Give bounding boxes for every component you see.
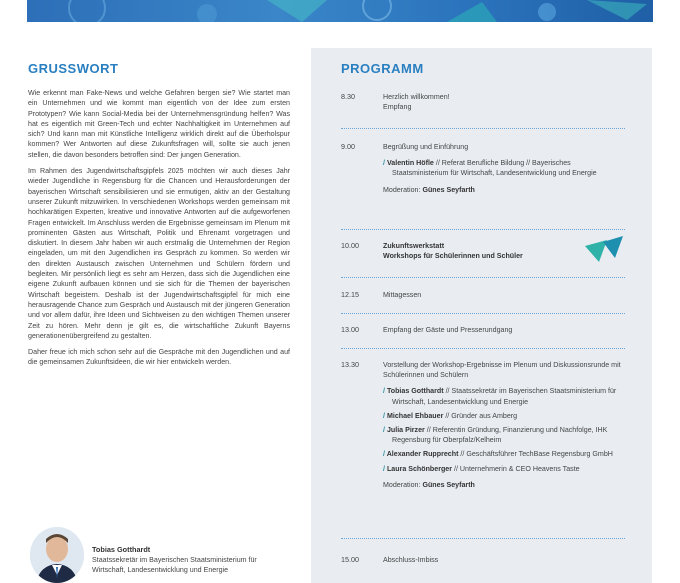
speaker-entry xyxy=(383,464,625,474)
program-row-1000 xyxy=(341,241,625,278)
program-title: Vorstellung der Workshop-Ergebnisse im Plenum und Diskussionsrunde mit Schülerinnen und Schülern xyxy=(383,361,621,380)
speaker-entry xyxy=(383,411,625,421)
speaker-role: // Geschäftsführer TechBase Regensburg GmbH xyxy=(460,450,613,459)
author-role: Staatssekretär im Bayerischen Staatsministerium für Wirtschaft, Landesentwicklung und Energie xyxy=(92,556,257,574)
speaker-role: // Gründer aus Amberg xyxy=(445,411,518,420)
program-content xyxy=(383,325,625,335)
program-row-0900 xyxy=(341,142,625,230)
program-line: Mittagessen xyxy=(383,291,422,299)
program-time: 9.00 xyxy=(341,142,355,151)
author-name: Tobias Gotthardt xyxy=(92,545,151,554)
header-banner xyxy=(27,0,653,22)
grusswort-paragraph-3: Daher freue ich mich schon sehr auf die Gespräche mit den Jugendlichen und auf die gemeinsamen Zukunftsideen, die wir hier entwickeln werden. xyxy=(28,348,290,367)
slash-marker: / xyxy=(383,159,387,168)
arrow-decoration-icon xyxy=(585,236,625,268)
speaker-entry xyxy=(383,386,625,406)
program-row-1300 xyxy=(341,325,625,349)
slash-marker: / xyxy=(383,411,387,420)
speaker-role: // Referentin Gründung, Finanzierung und Nachfolge, IHK Regensburg für Oberpfalz/Kelheim xyxy=(392,426,608,445)
speaker-entry xyxy=(383,449,625,459)
program-content xyxy=(383,360,625,490)
programm-heading: PROGRAMM xyxy=(341,61,424,76)
slash-marker: / xyxy=(383,387,387,396)
program-content xyxy=(383,290,625,300)
speaker-role: // Referat Berufliche Bildung // Bayerisches Staatsministerium für Wirtschaft, Landesentwicklung und Energie xyxy=(392,159,597,178)
programm-panel xyxy=(311,48,652,583)
program-row-1215 xyxy=(341,290,625,314)
speaker-role: // Unternehmerin & CEO Heavens Taste xyxy=(453,464,580,473)
program-line: Empfang der Gäste und Presserundgang xyxy=(383,326,513,334)
speaker-name: Alexander Rupprecht xyxy=(386,450,459,459)
grusswort-section xyxy=(28,48,290,374)
moderation-line xyxy=(383,480,625,490)
speaker-name: Valentin Höfle xyxy=(386,159,434,168)
program-time: 15.00 xyxy=(341,555,359,564)
author-block xyxy=(28,523,290,583)
moderation-name: Günes Seyfarth xyxy=(422,480,475,489)
speaker-role: // Staatssekretär im Bayerischen Staatsministerium für Wirtschaft, Landesentwicklung und Energie xyxy=(392,387,617,406)
speaker-name: Julia Pirzer xyxy=(386,426,425,435)
program-line: Workshops für Schülerinnen und Schüler xyxy=(383,252,523,261)
speaker-name: Laura Schönberger xyxy=(386,464,452,473)
banner-pattern-graphic xyxy=(27,0,653,22)
program-content xyxy=(383,142,625,195)
speaker-name: Tobias Gotthardt xyxy=(386,387,444,396)
program-row-1500 xyxy=(341,555,625,577)
program-content xyxy=(383,555,625,565)
program-time: 10.00 xyxy=(341,241,359,250)
program-row-0830 xyxy=(341,92,625,129)
program-row-1330 xyxy=(341,360,625,539)
author-portrait xyxy=(30,527,84,583)
program-time: 13.30 xyxy=(341,360,359,369)
slash-marker: / xyxy=(383,464,387,473)
program-time: 8.30 xyxy=(341,92,355,101)
program-line: Abschluss-Imbiss xyxy=(383,556,439,564)
grusswort-paragraph-1: Wie erkennt man Fake-News und welche Gefahren bergen sie? Wie startet man ein Unternehmen und wie kommt man eigentlich von der Idee zum ersten Prototypen? Wie kann Social-Media bei der Unternehmensgründung helfen? Was hat es eigentlich mit Green-Tech und echter Nachhaltigkeit im Unternehmen auf sich? Und kann man mit Künstliche Intelligenz wirklich direkt auf die Überholspur kommen? Wer Antworten auf diese Zukunftsfragen will, sollte sie auch jenen stellen, die davon besonders betroffen sind: Der jungen Generation. xyxy=(28,89,290,159)
program-title: Begrüßung und Einführung xyxy=(383,143,469,151)
grusswort-paragraph-2: Im Rahmen des Jugendwirtschaftsgipfels 2025 möchten wir auch dieses Jahr wieder Jugendliche in Regensburg für die Chancen und Herausforderungen der bayerischen Wirtschaft sensibilisieren und sie ermutigen, aktiv an der Gestaltung unserer Zukunft mitzuwirken. In verschiedenen Workshops werden gemeinsam mit hochkarätigen Experten, kreative und innovative Antworten auf die aufgeworfenen Fragen entwickelt. Im Anschluss werden die Ergebnisse gemeinsam im Plenum mit prominenten Gästen aus Wirtschaft, Politik und Ehrenamt vorgetragen und diskutiert. In diesem Jahr haben wir auch erstmalig die Unternehmen der Region eingeladen, um mit den Jugendlichen ins Gespräch zu kommen. So werden wir den direkten Austausch zwischen Unternehmen und Schülern fördern und begleiten. Mir persönlich liegt es sehr am Herzen, dass sich die Jugendlichen eine eigene Zukunft aufbauen können und sie sich für die Themen der bayerischen Wirtschaft begeistern. Deshalb ist der Jugendwirtschaftsgipfel für mich eine herausragende Chance zum Gespräch und Austausch mit der jüngeren Generation und vor allem dafür, ihre Ideen und Sichtweisen zu den wichtigen Themen unserer Zeit zu hören. Mehr denn je gilt es, die wirtschaftliche Zukunft Bayerns generationenübergreifend zu gestalten. xyxy=(28,167,290,340)
program-line: Empfang xyxy=(383,103,412,112)
speaker-entry xyxy=(383,425,625,445)
moderation-label: Moderation: xyxy=(383,185,421,194)
speaker-name: Michael Ehbauer xyxy=(386,411,444,420)
moderation-label: Moderation: xyxy=(383,480,421,489)
program-time: 13.00 xyxy=(341,325,359,334)
speaker-entry xyxy=(383,158,625,178)
program-line: Zukunftswerkstatt xyxy=(383,242,445,250)
program-time: 12.15 xyxy=(341,290,359,299)
moderation-line xyxy=(383,185,625,195)
slash-marker: / xyxy=(383,450,387,459)
program-content xyxy=(383,92,625,112)
program-line: Herzlich willkommen! xyxy=(383,93,450,101)
grusswort-heading: GRUSSWORT xyxy=(28,61,119,76)
moderation-name: Günes Seyfarth xyxy=(422,185,475,194)
slash-marker: / xyxy=(383,426,387,435)
